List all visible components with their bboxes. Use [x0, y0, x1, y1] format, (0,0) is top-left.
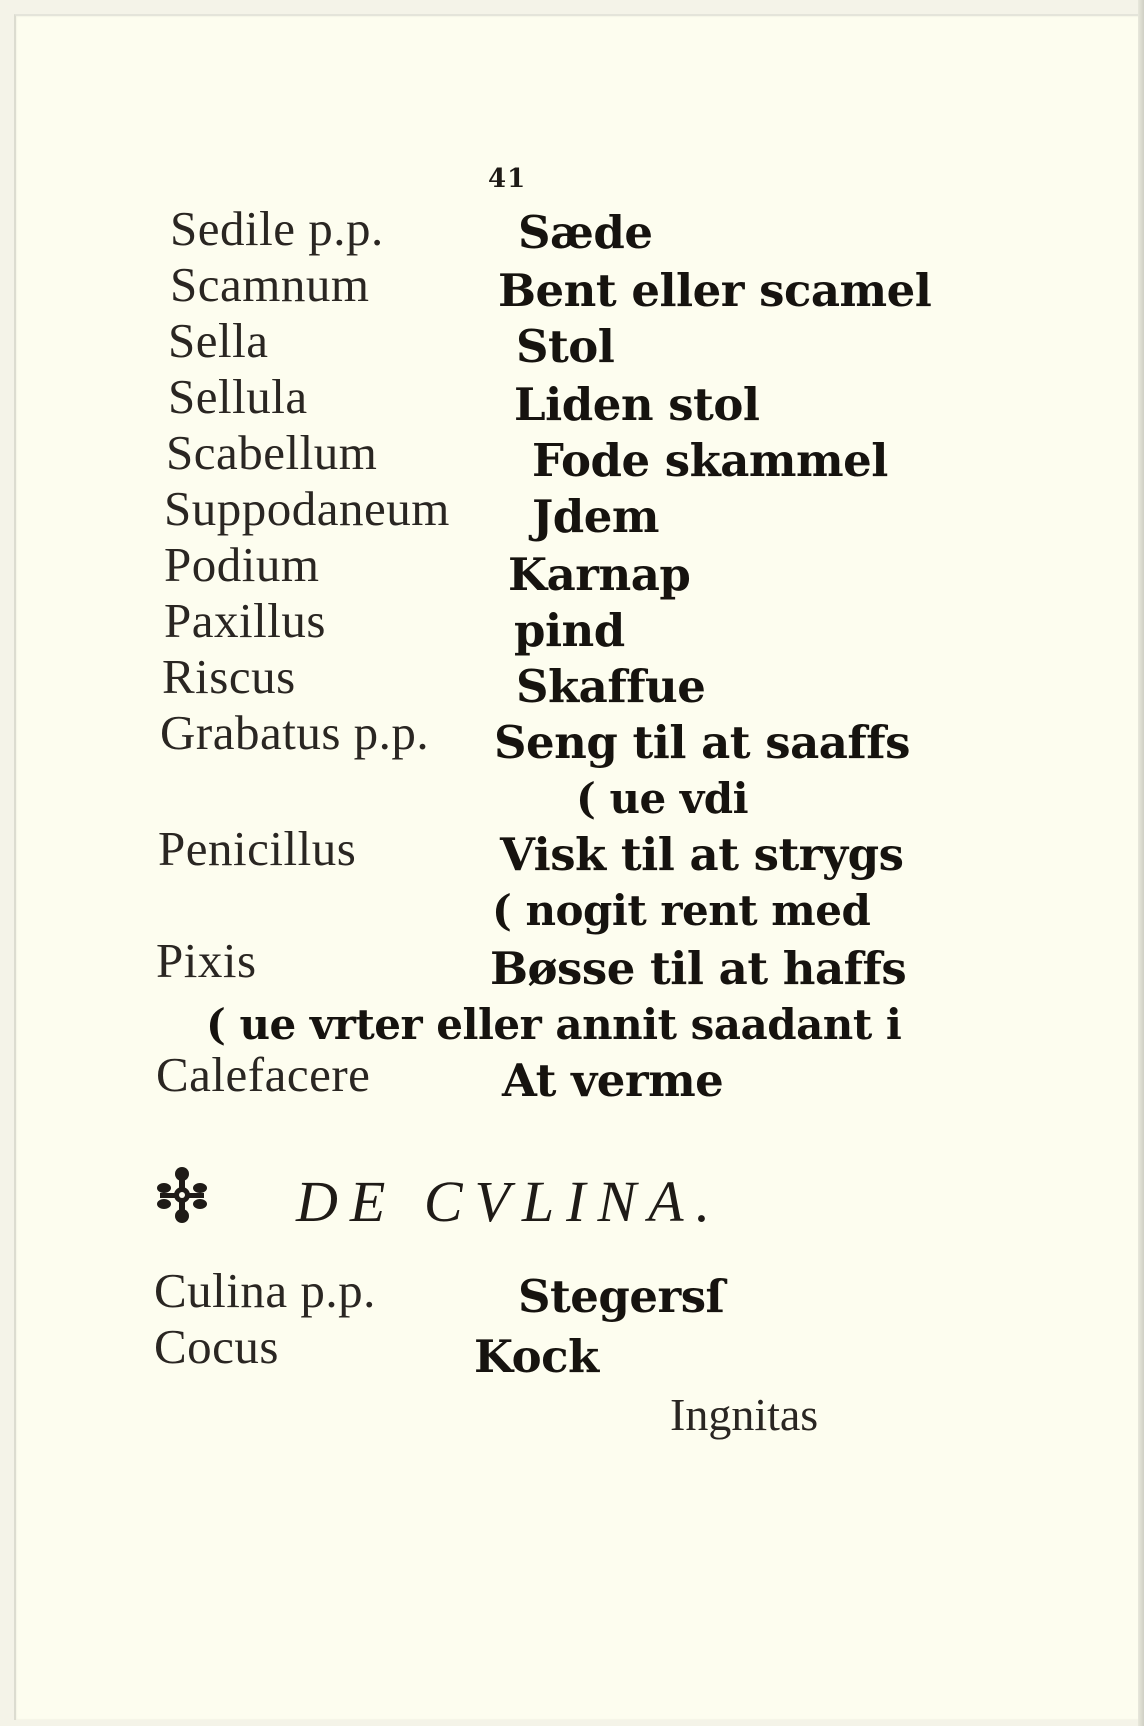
- latin-term: Suppodaneum: [164, 481, 450, 536]
- latin-term: Pixis: [156, 933, 257, 988]
- danish-translation: At verme: [502, 1054, 724, 1107]
- danish-translation: pind: [514, 604, 625, 657]
- danish-continuation: ( ue vrter eller annit saadant i: [206, 1000, 902, 1049]
- danish-translation: Liden stol: [514, 378, 760, 431]
- latin-term: Sella: [168, 313, 269, 368]
- latin-term: Sellula: [168, 369, 308, 424]
- danish-translation: Visk til at strygs: [500, 828, 904, 881]
- danish-translation: Seng til at saaffs: [494, 716, 910, 769]
- danish-translation: Fode skammel: [532, 434, 888, 487]
- danish-translation: Karnap: [508, 548, 691, 601]
- latin-term: Calefacere: [156, 1047, 371, 1102]
- danish-translation: Sæde: [518, 206, 653, 259]
- latin-term: Grabatus p.p.: [160, 705, 430, 760]
- page-edge: [1138, 0, 1144, 1726]
- latin-term: Cocus: [154, 1319, 279, 1374]
- danish-translation: Kock: [474, 1330, 599, 1383]
- latin-term: Scabellum: [166, 425, 378, 480]
- danish-translation: Bøsse til at haffs: [490, 942, 907, 995]
- catchword: Ingnitas: [670, 1389, 819, 1440]
- danish-translation: Stegersſ: [518, 1270, 725, 1323]
- section-heading: DE CVLINA.: [296, 1169, 723, 1234]
- danish-translation: Bent eller scamel: [498, 264, 932, 317]
- latin-term: Sedile p.p.: [170, 201, 384, 256]
- danish-translation: Stol: [516, 320, 615, 373]
- latin-term: Penicillus: [158, 821, 357, 876]
- danish-translation: Skaffue: [516, 660, 706, 713]
- latin-term: Scamnum: [170, 257, 370, 312]
- page-number: 41: [488, 164, 527, 194]
- floral-ornament-icon: [156, 1166, 208, 1224]
- latin-term: Culina p.p.: [154, 1263, 376, 1318]
- latin-term: Riscus: [162, 649, 296, 704]
- danish-translation: Jdem: [532, 490, 660, 543]
- latin-term: Paxillus: [164, 593, 326, 648]
- latin-term: Podium: [164, 537, 320, 592]
- danish-continuation: ( ue vdi: [576, 774, 749, 823]
- danish-continuation: ( nogit rent med: [492, 886, 871, 935]
